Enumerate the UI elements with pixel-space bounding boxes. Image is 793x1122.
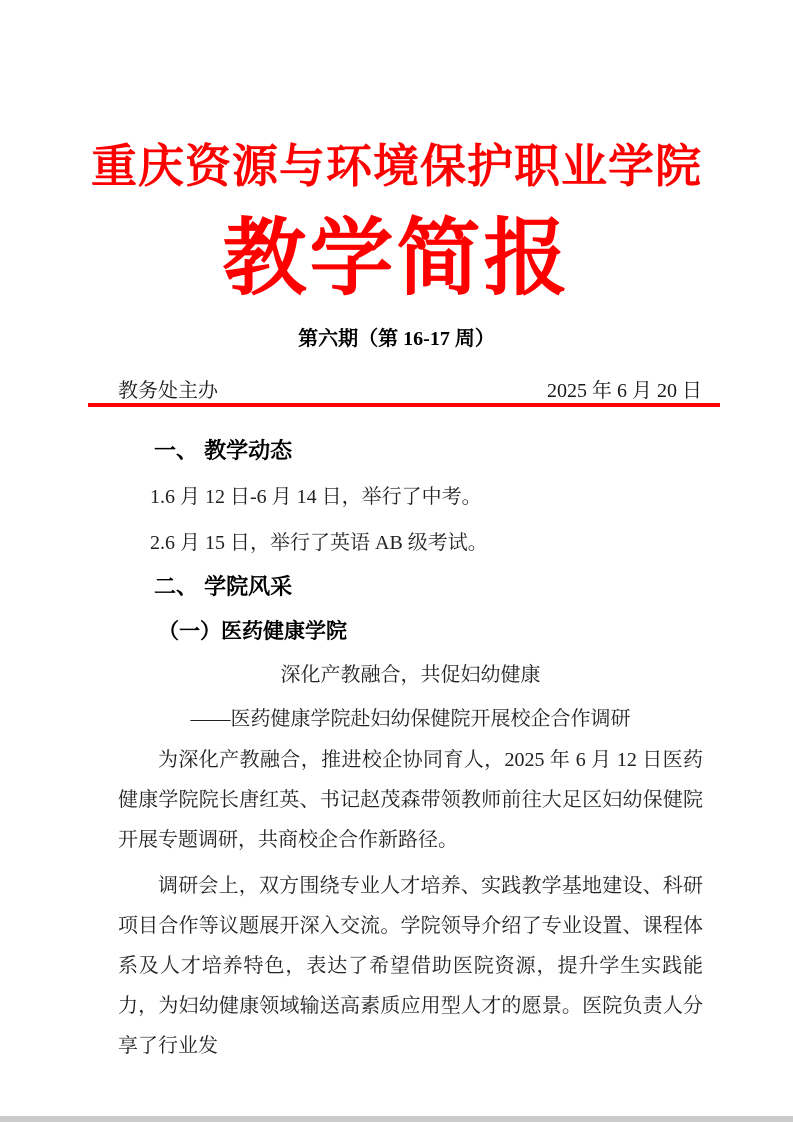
masthead-divider-rule [88, 403, 720, 407]
masthead [44, 140, 749, 351]
subsection-title-medical-health-college: （一）医药健康学院 [158, 619, 347, 643]
issue-number: 第六期（第 16-17 周） [298, 328, 495, 350]
article-subtitle: ——医药健康学院赴妇幼保健院开展校企合作调研 [190, 708, 631, 730]
news-item: 1.6 月 12 日-6 月 14 日，举行了中考。 [150, 486, 482, 508]
page-bottom-edge [0, 1116, 793, 1122]
bulletin-title: 教学简报 [222, 213, 571, 306]
publication-info-row [118, 374, 702, 403]
publication-date: 2025 年 6 月 20 日 [547, 380, 702, 402]
news-item: 2.6 月 15 日，举行了英语 AB 级考试。 [150, 532, 488, 554]
section-heading-teaching-updates: 一、 教学动态 [154, 438, 293, 463]
article-paragraph: 为深化产教融合，推进校企协同育人，2025 年 6 月 12 日医药健康学院院长唐红英、书记赵茂森带领教师前往大足区妇幼保健院开展专题调研，共商校企合作新路径。 [118, 749, 703, 851]
article-title: 深化产教融合，共促妇幼健康 [280, 664, 541, 686]
article-paragraph: 调研会上，双方围绕专业人才培养、实践教学基地建设、科研项目合作等议题展开深入交流。学院领导介绍了专业设置、课程体系及人才培养特色，表达了希望借助医院资源，提升学生实践能力，为妇幼健康领域输送高素质应用型人才的愿景。医院负责人分享了行业发 [118, 875, 703, 1057]
document-body [118, 438, 703, 1066]
college-name: 重庆资源与环境保护职业学院 [91, 141, 702, 192]
publisher-label: 教务处主办 [118, 380, 218, 402]
section-heading-college-highlights: 二、 学院风采 [154, 574, 293, 599]
